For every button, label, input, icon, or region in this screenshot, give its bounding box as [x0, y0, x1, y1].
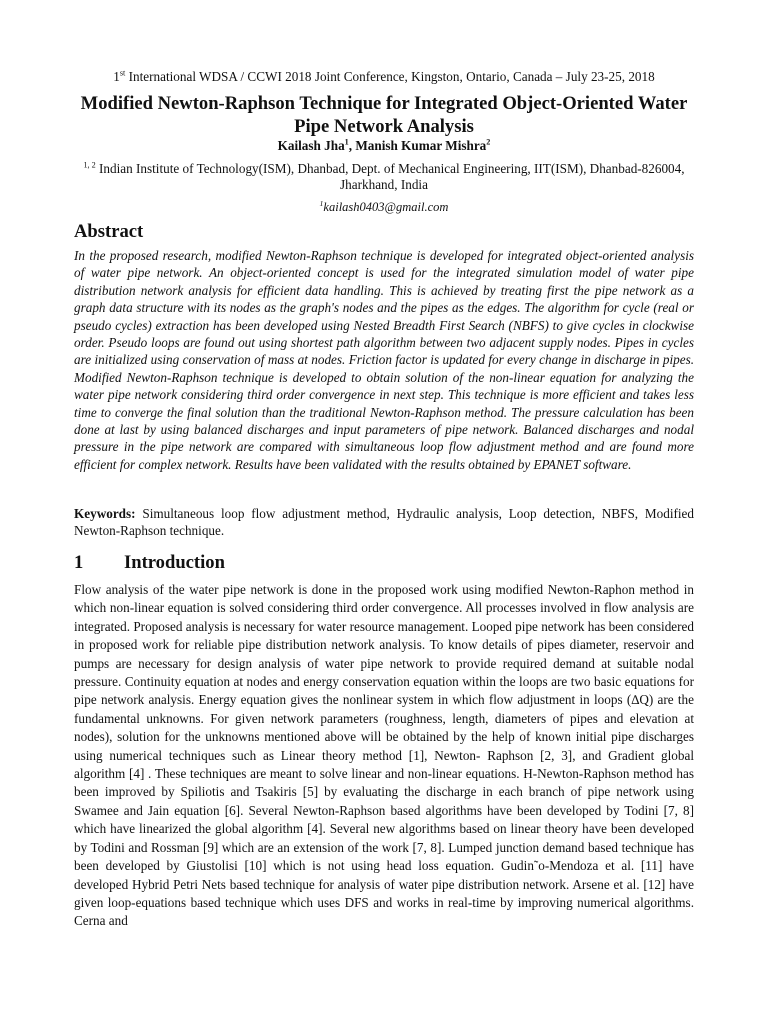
abstract-text: In the proposed research, modified Newton-Raphson technique is developed for integrated object-oriented analysis of water pipe network. An object-oriented concept is used for the integrated simulation model of water pipe distribution network analysis for efficient data handling. This is achieved by treating first the pipe network as a graph data structure with its nodes as the graph's nodes and the pipes as the edges. The algorithm for cycle (real or pseudo cycles) extraction has been developed using Nested Breadth First Search (NBFS) to give cycles in clockwise order. Pseudo loops are found out using shortest path algorithm between two adjacent supply nodes. Pipes in cycles are initialized using conservation of mass at nodes. Friction factor is updated for every change in discharge in pipes. Modified Newton-Raphson technique is developed to obtain solution of the non-linear equation for analyzing the water pipe network considering third order convergence in next step. This technique is more efficient and takes less time to converge the final solution than the traditional Newton-Raphson method. The pressure calculation has been done at last by using balanced discharges and input parameters of pipe network. Balanced discharges and nodal pressure in the pipe network are compared with simultaneous loop flow adjustment method and are found more efficient for complex network. Results have been validated with the results obtained by EPANET software.	[74, 248, 694, 472]
author-name: Kailash Jha	[277, 138, 345, 153]
section-heading	[74, 551, 225, 575]
author-list	[74, 138, 694, 154]
affiliation-text: Indian Institute of Technology(ISM), Dhanbad, Dept. of Mechanical Engineering, IIT(ISM), Dhanbad-826004, Jharkhand, India	[95, 161, 685, 192]
email-mark: 1	[319, 198, 324, 208]
conference-name: International WDSA / CCWI 2018 Joint Conference, Kingston, Ontario, Canada – July 23-25, 2018	[125, 69, 655, 84]
affiliation-marks: 1, 2	[83, 160, 96, 170]
section-title: Introduction	[124, 552, 225, 573]
keywords-text: Simultaneous loop flow adjustment method, Hydraulic analysis, Loop detection, NBFS, Modified Newton-Raphson technique.	[74, 506, 694, 539]
abstract-heading: Abstract	[74, 221, 144, 242]
affiliation	[74, 161, 694, 193]
email-address: kailash0403@gmail.com	[323, 200, 449, 214]
contact-email	[74, 199, 694, 215]
conference-ordinal: 1	[113, 69, 120, 84]
keywords-label: Keywords:	[74, 506, 136, 521]
introduction-text: Flow analysis of the water pipe network is done in the proposed work using modified Newton-Raphon method in which non-linear equation is solved considering third order convergence. All processes involved in flow analysis are integrated. Proposed analysis is necessary for water resource management. Looped pipe network has been considered in proposed work for reliable pipe distribution network analysis. To know details of pipes diameter, reservoir and pumps are necessary for design analysis of water pipe network to provide required demand at suitable nodal pressure. Continuity equation at nodes and energy conservation equation within the loops are two basic equations for pipe network analysis. Energy equation gives the nonlinear system in which flow adjustment in loops (∆Q) are the fundamental unknowns. For given network parameters (roughness, length, diameters of pipes and elevation at nodes), solution for the unknowns mentioned above will be obtained by the help of known initial pipe discharges using numerical techniques such as Linear theory method [1], Newton- Raphson [2, 3], and Gradient global algorithm [4] . These techniques are meant to solve linear and non-linear equations. H-Newton-Raphson method has been improved by Spiliotis and Tsakiris [5] by evaluating the discharge in each branch of pipe network using Swamee and Jain equation [6]. Several Newton-Raphson based algorithms have been developed by Todini [7, 8] which have linearized the global algorithm [4]. Several new algorithms based on linear theory have been developed by Todini and Rossman [9] which are an extension of the work [7, 8]. Lumped junction demand based technique has been developed by Giustolisi [10] which is not using head loss equation. Gudin˜o-Mendoza et al. [11] have developed Hybrid Petri Nets based technique for analysis of water pipe distribution network. Arsene et al. [12] have given loop-equations based technique which uses DFS and works in real-time by improving numerical algorithms. Cerna and	[74, 582, 694, 929]
section-number: 1	[74, 552, 84, 573]
author-separator: ,	[348, 138, 356, 153]
conference-ordinal-suffix: st	[119, 68, 126, 78]
author-affiliation-mark: 1	[344, 137, 349, 147]
conference-header	[74, 69, 694, 85]
author-name: Manish Kumar Mishra	[355, 138, 487, 153]
paper-title: Modified Newton-Raphson Technique for Integrated Object-Oriented Water Pipe Network Analysis	[80, 93, 688, 137]
keywords	[74, 505, 694, 540]
author-affiliation-mark: 2	[486, 137, 491, 147]
